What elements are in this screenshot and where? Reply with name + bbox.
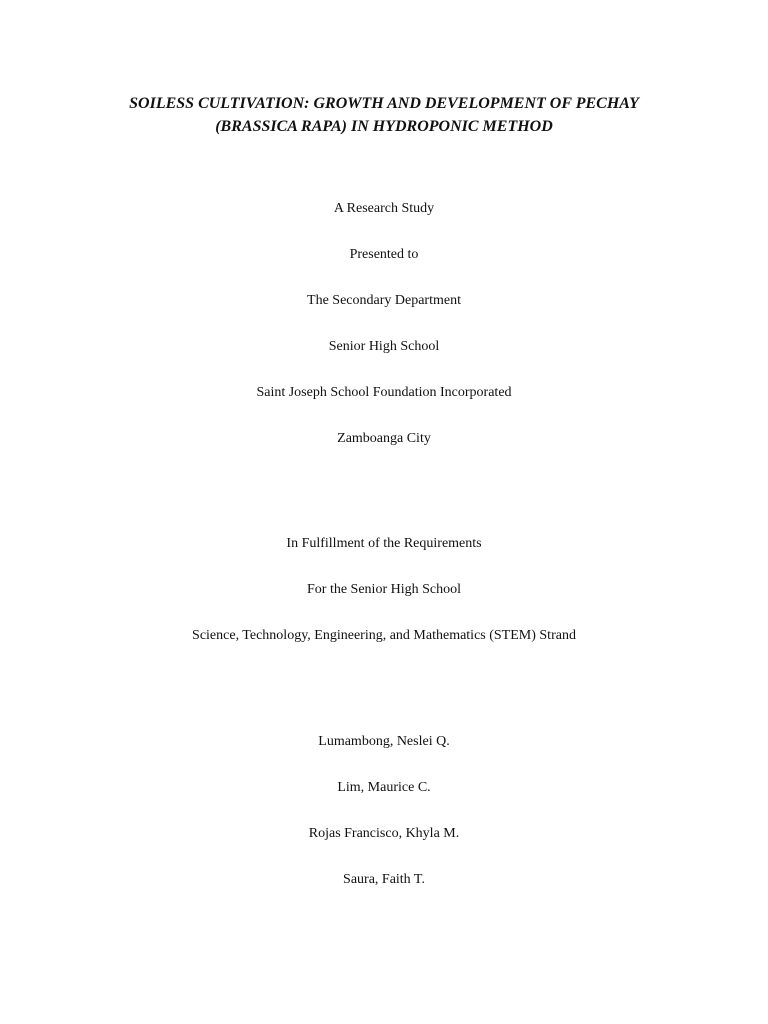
school-name: Saint Joseph School Foundation Incorporated bbox=[256, 385, 512, 400]
title-line-2: (BRASSICA RAPA) IN HYDROPONIC METHOD bbox=[215, 118, 553, 135]
document-title bbox=[0, 92, 768, 138]
research-study-label: A Research Study bbox=[333, 201, 435, 216]
department-name: The Secondary Department bbox=[307, 293, 461, 308]
author-name: Saura, Faith T. bbox=[343, 872, 425, 887]
author-name: Lim, Maurice C. bbox=[337, 780, 431, 795]
author-name: Lumambong, Neslei Q. bbox=[318, 734, 450, 749]
school-level: Senior High School bbox=[328, 339, 440, 354]
program-level: For the Senior High School bbox=[307, 582, 461, 597]
school-city: Zamboanga City bbox=[337, 431, 431, 446]
title-line-1: SOILESS CULTIVATION: GROWTH AND DEVELOPMENT OF PECHAY bbox=[129, 95, 639, 112]
strand-name: Science, Technology, Engineering, and Mathematics (STEM) Strand bbox=[192, 628, 576, 643]
fulfillment-statement: In Fulfillment of the Requirements bbox=[286, 536, 482, 551]
author-name: Rojas Francisco, Khyla M. bbox=[308, 826, 460, 841]
presented-to-label: Presented to bbox=[349, 247, 419, 262]
